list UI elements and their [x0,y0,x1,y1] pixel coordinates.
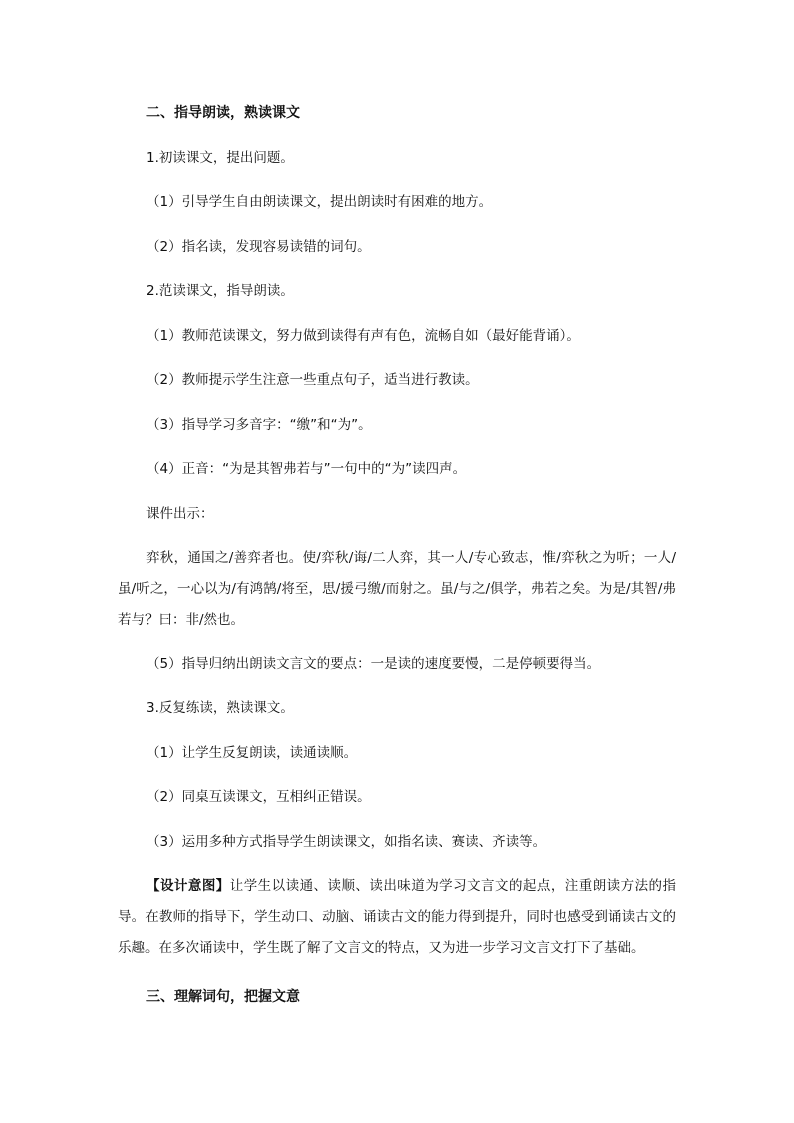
classical-passage: 弈秋，通国之/善弈者也。使/弈秋/诲/二人弈，其一人/专心致志，惟/弈秋之为听；一人/虽/听之，一心以为/有鸿鹄/将至，思/援弓缴/而射之。虽/与之/俱学，弗若之矣。为是/其智/弗若与？曰：非/然也。 [118,550,676,628]
section-heading-2: 二、指导朗读，熟读课文 [146,105,300,121]
step-1-title: 1.初读课文，提出问题。 [146,150,294,166]
step-2-item-2: （2）教师提示学生注意一些重点句子，适当进行教读。 [146,372,479,388]
section-heading-3: 三、理解词句，把握文意 [146,989,300,1005]
design-intent-label: 【设计意图】 [146,878,230,894]
step-2-item-1: （1）教师范读课文，努力做到读得有声有色，流畅自如（最好能背诵）。 [146,328,580,344]
step-3-item-3: （3）运用多种方式指导学生朗读课文，如指名读、赛读、齐读等。 [146,834,547,850]
courseware-label: 课件出示： [146,506,214,522]
design-intent-text: 让学生以读通、读顺、读出味道为学习文言文的起点，注重朗读方法的指导。在教师的指导下，学生动口、动脑、诵读古文的能力得到提升，同时也感受到诵读古文的乐趣。在多次诵读中，学生既了解了文言文的特点，又为进一步学习文言文打下了基础。 [118,878,677,956]
step-3-item-1: （1）让学生反复朗读，读通读顺。 [146,745,358,761]
step-2-item-4: （4）正音：“为是其智弗若与”一句中的“为”读四声。 [146,461,467,477]
step-3-title: 3.反复练读，熟读课文。 [146,700,294,716]
design-intent-paragraph [118,871,676,964]
step-1-item-1: （1）引导学生自由朗读课文，提出朗读时有困难的地方。 [146,194,493,210]
step-2-item-5: （5）指导归纳出朗读文言文的要点：一是读的速度要慢，二是停顿要得当。 [146,656,601,672]
step-2-item-3: （3）指导学习多音字：“缴”和“为”。 [146,417,372,433]
step-3-item-2: （2）同桌互读课文，互相纠正错误。 [146,789,371,805]
step-2-title: 2.范读课文，指导朗读。 [146,283,294,299]
step-1-item-2: （2）指名读，发现容易读错的词句。 [146,239,371,255]
